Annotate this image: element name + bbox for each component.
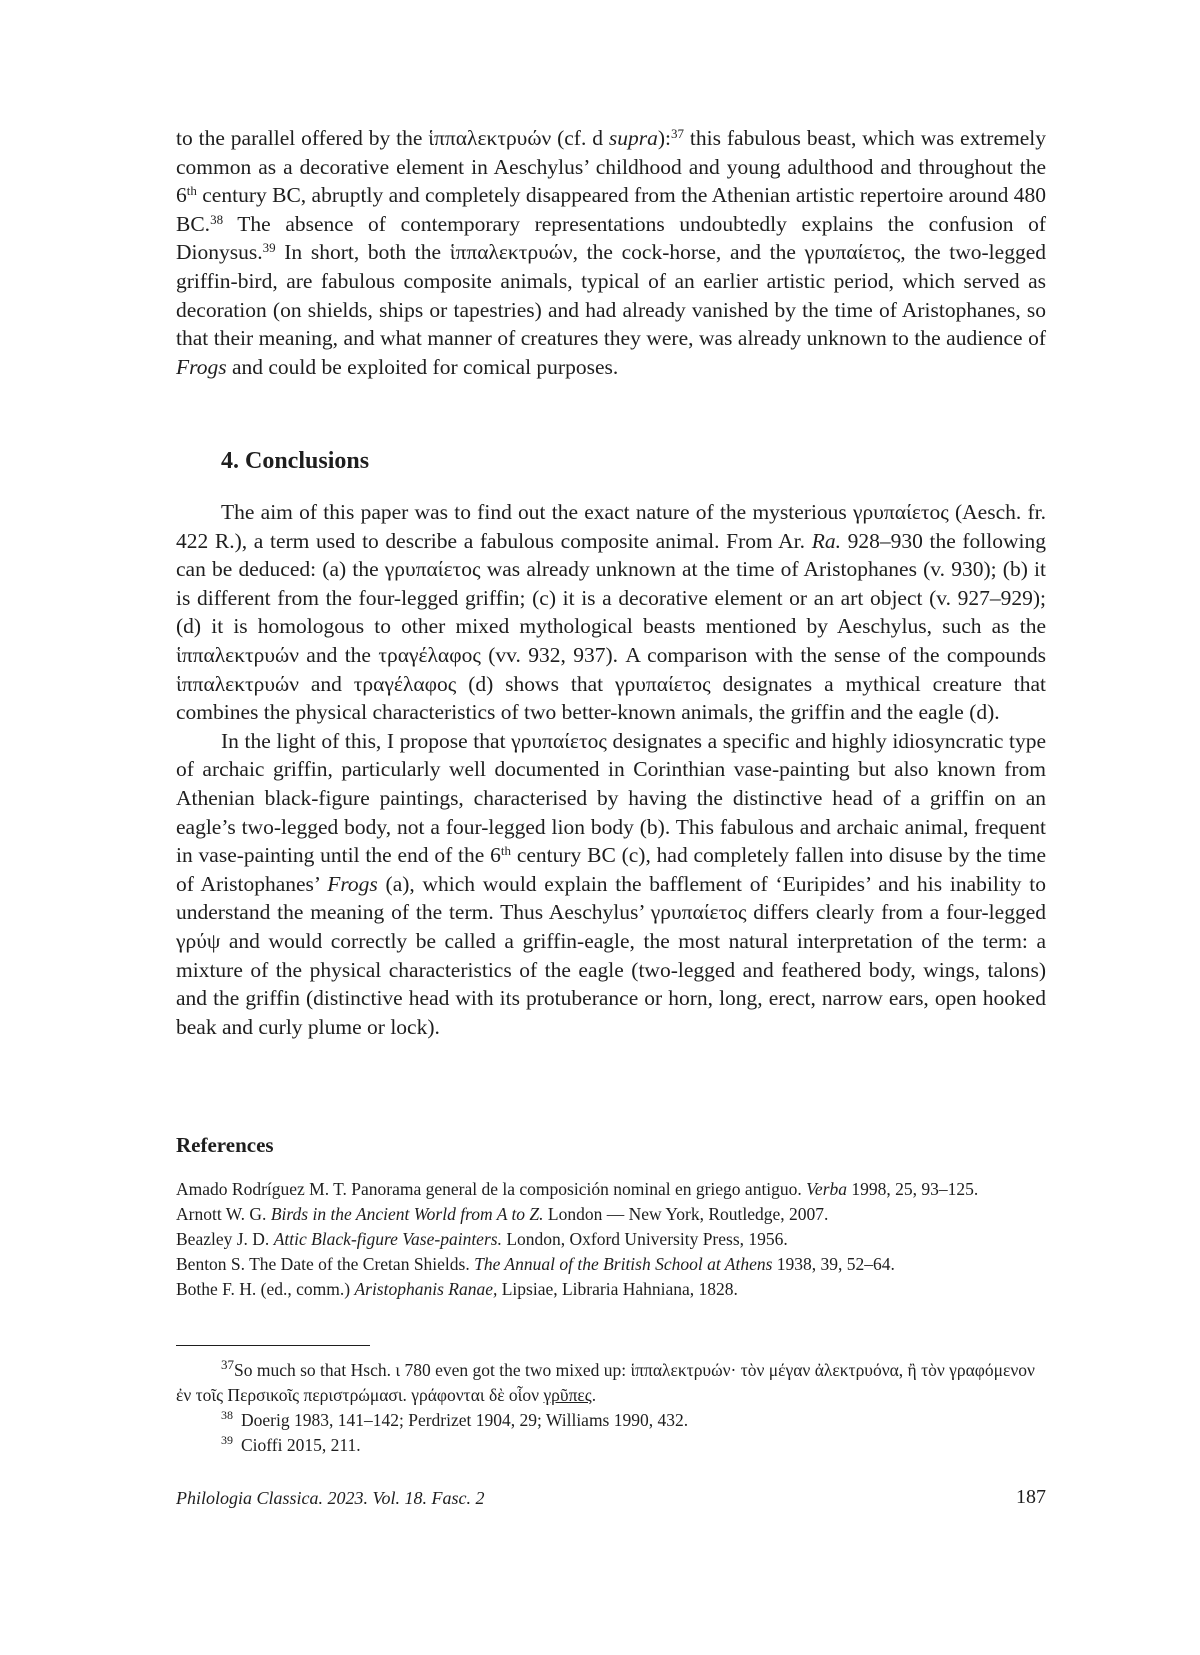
footnote-37: $^{37}$So much so that Hsch. ι 780 even got the two mixed up: ἱππαλεκτρυών· τὸν μέγαν ἀλεκτρυόνα, ἢ τὸν γραφόμενον ἐν τοῖς Περσικοῖς περιστρώμασι. γράφονται δὲ οἷον γρῦπες. — [176, 1356, 1035, 1405]
footnote-38: $^{38}$ Doerig 1983, 141–142; Perdrizet 1904, 29; Williams 1990, 432. — [221, 1408, 689, 1430]
reference-item: Beazley J. D. Attic Black-figure Vase-painters. London, Oxford University Press, 1956. — [176, 1229, 788, 1249]
footnotes — [176, 1358, 1046, 1458]
references-heading: References — [176, 1133, 274, 1157]
footnote-ref-38[interactable]: 38 — [210, 211, 224, 227]
body-text-continuation — [176, 124, 1046, 381]
paragraph-continuation: to the parallel offered by the ἱππαλεκτρυών (cf. d supra):$^{37}$ this fabulous beast, which was extremely common as a decorative element in Aeschylus’ childhood and young adulthood and throughout the 6th century BC, abruptly and completely disappeared from the Athenian artistic repertoire around 480 BC.$^{38}$ The absence of contemporary representations undoubtedly explains the confusion of Dionysus.$^{39}$ In short, both the ἱππαλεκτρυών, the cock-horse, and the γρυπαίετος, the two-legged griffin-bird, are fabulous composite animals, typical of an earlier artistic period, which served as decoration (on shields, ships or tapestries) and had already vanished by the time of Aristophanes, so that their meaning, and what manner of creatures they were, was already unknown to the audience of Frogs and could be exploited for comical purposes. — [176, 125, 1046, 379]
reference-item: Amado Rodríguez M. T. Panorama general de la composición nominal en griego antiguo. Verba 1998, 25, 93–125. — [176, 1179, 979, 1199]
footnote-ref-37[interactable]: 37 — [671, 125, 685, 141]
reference-item: Arnott W. G. Birds in the Ancient World from A to Z. London — New York, Routledge, 2007. — [176, 1204, 829, 1224]
footnote-separator — [176, 1345, 370, 1346]
footnote-ref-39[interactable]: 39 — [262, 240, 276, 256]
footnote-39: $^{39}$ Cioffi 2015, 211. — [221, 1433, 361, 1455]
conclusions-paragraph-1: The aim of this paper was to find out the exact nature of the mysterious γρυπαίετος (Aesch. fr. 422 R.), a term used to describe a fabulous composite animal. From Ar. Ra. 928–930 the following can be deduced: (a) the γρυπαίετος was already unknown at the time of Aristophanes (v. 930); (b) it is different from the four-legged griffin; (c) it is a decorative element or an art object (v. 927–929); (d) it is homologous to other mixed mythological beasts mentioned by Aeschylus, such as the ἱππαλεκτρυών and the τραγέλαφος (vv. 932, 937). A comparison with the sense of the compounds ἱππαλεκτρυών and τραγέλαφος (d) shows that γρυπαίετος designates a mythical creature that combines the physical characteristics of two better-known animals, the griffin and the eagle (d). — [176, 500, 1047, 725]
reference-item: Bothe F. H. (ed., comm.) Aristophanis Ranae, Lipsiae, Libraria Hahniana, 1828. — [176, 1279, 738, 1299]
conclusions-paragraph-2: In the light of this, I propose that γρυπαίετος designates a specific and highly idiosyncratic type of archaic griffin, particularly well documented in Corinthian vase-painting but also known from Athenian black-figure paintings, characterised by having the distinctive head of a griffin on an eagle’s two-legged body, not a four-legged lion body (b). This fabulous and archaic animal, frequent in vase-painting until the end of the 6th century BC (c), had completely fallen into disuse by the time of Aristophanes’ Frogs (a), which would explain the bafflement of ‘Euripides’ and his inability to understand the meaning of the term. Thus Aeschylus’ γρυπαίετος differs clearly from a four-legged γρύψ and would correctly be called a griffin-eagle, the most natural interpretation of the term: a mixture of the physical characteristics of the eagle (two-legged and feathered body, wings, talons) and the griffin (distinctive head with its protuberance or horn, long, erect, narrow ears, open hooked beak and curly plume or lock). — [176, 728, 1047, 1039]
conclusions-text — [176, 498, 1046, 1041]
section-heading-conclusions: 4. Conclusions — [221, 448, 370, 474]
page-number: 187 — [1016, 1486, 1046, 1508]
journal-footer: Philologia Classica. 2023. Vol. 18. Fasc. 2 — [176, 1488, 485, 1508]
references-list — [176, 1177, 1046, 1302]
reference-item: Benton S. The Date of the Cretan Shields. The Annual of the British School at Athens 1938, 39, 52–64. — [176, 1254, 895, 1274]
